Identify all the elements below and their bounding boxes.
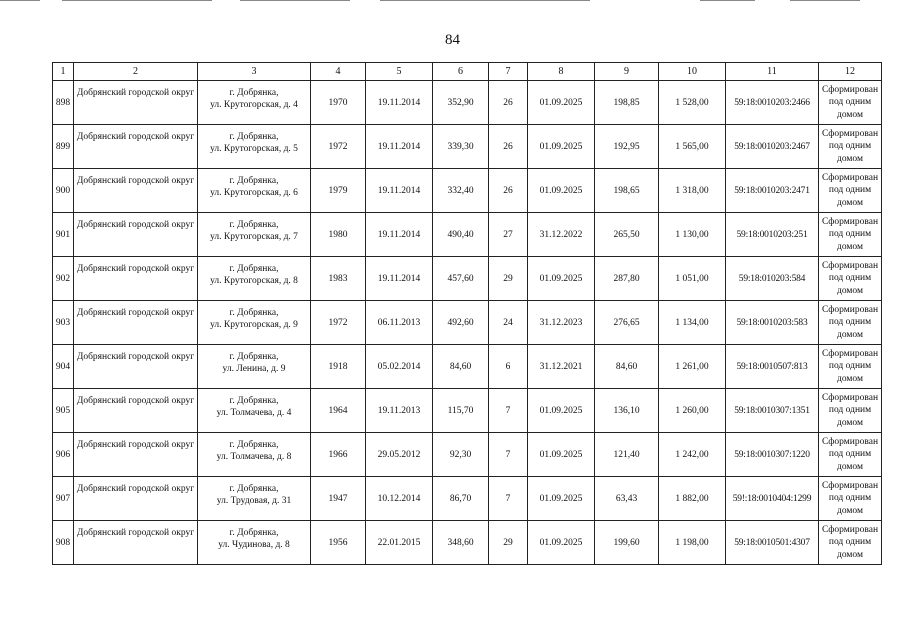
count-cell: 29 bbox=[489, 257, 528, 301]
address-street: ул. Ленина, д. 9 bbox=[222, 364, 286, 374]
address-street: ул. Трудовая, д. 31 bbox=[216, 496, 292, 506]
row-number-cell: 908 bbox=[53, 521, 74, 565]
row-number-cell: 900 bbox=[53, 169, 74, 213]
municipality-cell: Добрянский городской округ bbox=[74, 257, 198, 301]
address-city: г. Добрянка, bbox=[229, 88, 279, 98]
table-row bbox=[53, 301, 882, 345]
address-cell bbox=[198, 169, 311, 213]
header-row bbox=[53, 63, 882, 81]
row-number-cell: 902 bbox=[53, 257, 74, 301]
address-cell bbox=[198, 81, 311, 125]
count-cell: 6 bbox=[489, 345, 528, 389]
build-year-cell: 1918 bbox=[311, 345, 366, 389]
amount-cell: 1 051,00 bbox=[659, 257, 726, 301]
area-cell: 490,40 bbox=[433, 213, 489, 257]
status-cell: Сформирован под одним домом bbox=[819, 81, 882, 125]
address-city: г. Добрянка, bbox=[229, 396, 279, 406]
area-cell: 492,60 bbox=[433, 301, 489, 345]
column-header: 1 bbox=[53, 63, 74, 81]
address-cell bbox=[198, 477, 311, 521]
scan-top-edge bbox=[0, 0, 905, 3]
column-header: 6 bbox=[433, 63, 489, 81]
column-header: 3 bbox=[198, 63, 311, 81]
amount-cell: 1 242,00 bbox=[659, 433, 726, 477]
table-body bbox=[53, 81, 882, 565]
value-cell: 84,60 bbox=[595, 345, 659, 389]
address-street: ул. Толмачева, д. 4 bbox=[216, 408, 292, 418]
address-street: ул. Крутогорская, д. 7 bbox=[210, 232, 298, 242]
date-cell: 19.11.2014 bbox=[366, 213, 433, 257]
table-row bbox=[53, 169, 882, 213]
count-cell: 26 bbox=[489, 81, 528, 125]
count-cell: 7 bbox=[489, 389, 528, 433]
row-number-cell: 903 bbox=[53, 301, 74, 345]
build-year-cell: 1979 bbox=[311, 169, 366, 213]
table-row bbox=[53, 257, 882, 301]
area-cell: 339,30 bbox=[433, 125, 489, 169]
deadline-cell: 01.09.2025 bbox=[528, 477, 595, 521]
column-header: 12 bbox=[819, 63, 882, 81]
build-year-cell: 1970 bbox=[311, 81, 366, 125]
municipality-cell: Добрянский городской округ bbox=[74, 81, 198, 125]
column-header: 2 bbox=[74, 63, 198, 81]
count-cell: 26 bbox=[489, 125, 528, 169]
date-cell: 19.11.2013 bbox=[366, 389, 433, 433]
address-city: г. Добрянка, bbox=[229, 132, 279, 142]
municipality-cell: Добрянский городской округ bbox=[74, 521, 198, 565]
build-year-cell: 1947 bbox=[311, 477, 366, 521]
value-cell: 265,50 bbox=[595, 213, 659, 257]
status-cell: Сформирован под одним домом bbox=[819, 521, 882, 565]
deadline-cell: 01.09.2025 bbox=[528, 125, 595, 169]
date-cell: 22.01.2015 bbox=[366, 521, 433, 565]
amount-cell: 1 565,00 bbox=[659, 125, 726, 169]
cadastral-number-cell: 59:18:010203:584 bbox=[726, 257, 819, 301]
amount-cell: 1 134,00 bbox=[659, 301, 726, 345]
status-cell: Сформирован под одним домом bbox=[819, 213, 882, 257]
row-number-cell: 899 bbox=[53, 125, 74, 169]
date-cell: 05.02.2014 bbox=[366, 345, 433, 389]
value-cell: 121,40 bbox=[595, 433, 659, 477]
cadastral-number-cell: 59:18:0010203:2466 bbox=[726, 81, 819, 125]
row-number-cell: 898 bbox=[53, 81, 74, 125]
deadline-cell: 31.12.2022 bbox=[528, 213, 595, 257]
area-cell: 352,90 bbox=[433, 81, 489, 125]
municipality-cell: Добрянский городской округ bbox=[74, 301, 198, 345]
address-street: ул. Крутогорская, д. 6 bbox=[210, 188, 298, 198]
value-cell: 198,65 bbox=[595, 169, 659, 213]
area-cell: 332,40 bbox=[433, 169, 489, 213]
cadastral-number-cell: 59:18:0010203:251 bbox=[726, 213, 819, 257]
amount-cell: 1 261,00 bbox=[659, 345, 726, 389]
address-city: г. Добрянка, bbox=[229, 484, 279, 494]
table-row bbox=[53, 389, 882, 433]
date-cell: 19.11.2014 bbox=[366, 169, 433, 213]
address-street: ул. Крутогорская, д. 5 bbox=[210, 144, 298, 154]
amount-cell: 1 260,00 bbox=[659, 389, 726, 433]
municipality-cell: Добрянский городской округ bbox=[74, 345, 198, 389]
cadastral-number-cell: 59:18:0010307:1351 bbox=[726, 389, 819, 433]
cadastral-number-cell: 59!:18:0010404:1299 bbox=[726, 477, 819, 521]
address-cell bbox=[198, 125, 311, 169]
status-cell: Сформирован под одним домом bbox=[819, 169, 882, 213]
address-city: г. Добрянка, bbox=[229, 220, 279, 230]
count-cell: 26 bbox=[489, 169, 528, 213]
table-row bbox=[53, 521, 882, 565]
municipality-cell: Добрянский городской округ bbox=[74, 169, 198, 213]
address-street: ул. Крутогорская, д. 9 bbox=[210, 320, 298, 330]
count-cell: 29 bbox=[489, 521, 528, 565]
count-cell: 7 bbox=[489, 433, 528, 477]
deadline-cell: 01.09.2025 bbox=[528, 169, 595, 213]
build-year-cell: 1956 bbox=[311, 521, 366, 565]
row-number-cell: 904 bbox=[53, 345, 74, 389]
amount-cell: 1 318,00 bbox=[659, 169, 726, 213]
municipality-cell: Добрянский городской округ bbox=[74, 477, 198, 521]
address-city: г. Добрянка, bbox=[229, 528, 279, 538]
address-street: ул. Крутогорская, д. 4 bbox=[210, 100, 298, 110]
deadline-cell: 01.09.2025 bbox=[528, 257, 595, 301]
status-cell: Сформирован под одним домом bbox=[819, 257, 882, 301]
municipality-cell: Добрянский городской округ bbox=[74, 213, 198, 257]
deadline-cell: 31.12.2021 bbox=[528, 345, 595, 389]
row-number-cell: 905 bbox=[53, 389, 74, 433]
address-city: г. Добрянка, bbox=[229, 308, 279, 318]
cadastral-number-cell: 59:18:0010507:813 bbox=[726, 345, 819, 389]
area-cell: 86,70 bbox=[433, 477, 489, 521]
address-city: г. Добрянка, bbox=[229, 176, 279, 186]
cadastral-number-cell: 59:18:0010307:1220 bbox=[726, 433, 819, 477]
deadline-cell: 01.09.2025 bbox=[528, 433, 595, 477]
status-cell: Сформирован под одним домом bbox=[819, 301, 882, 345]
address-street: ул. Толмачева, д. 8 bbox=[216, 452, 292, 462]
table-row bbox=[53, 213, 882, 257]
date-cell: 06.11.2013 bbox=[366, 301, 433, 345]
address-city: г. Добрянка, bbox=[229, 264, 279, 274]
cadastral-number-cell: 59:18:0010203:2467 bbox=[726, 125, 819, 169]
column-header: 10 bbox=[659, 63, 726, 81]
amount-cell: 1 130,00 bbox=[659, 213, 726, 257]
row-number-cell: 901 bbox=[53, 213, 74, 257]
page-number: 84 bbox=[445, 32, 460, 48]
table-row bbox=[53, 345, 882, 389]
address-city: г. Добрянка, bbox=[229, 440, 279, 450]
address-city: г. Добрянка, bbox=[229, 352, 279, 362]
deadline-cell: 01.09.2025 bbox=[528, 389, 595, 433]
build-year-cell: 1966 bbox=[311, 433, 366, 477]
address-cell bbox=[198, 521, 311, 565]
amount-cell: 1 528,00 bbox=[659, 81, 726, 125]
value-cell: 192,95 bbox=[595, 125, 659, 169]
column-header: 5 bbox=[366, 63, 433, 81]
deadline-cell: 31.12.2023 bbox=[528, 301, 595, 345]
amount-cell: 1 882,00 bbox=[659, 477, 726, 521]
value-cell: 276,65 bbox=[595, 301, 659, 345]
cadastral-number-cell: 59:18:0010203:2471 bbox=[726, 169, 819, 213]
date-cell: 19.11.2014 bbox=[366, 81, 433, 125]
address-street: ул. Чудинова, д. 8 bbox=[218, 540, 290, 550]
build-year-cell: 1983 bbox=[311, 257, 366, 301]
column-header: 7 bbox=[489, 63, 528, 81]
area-cell: 92,30 bbox=[433, 433, 489, 477]
municipality-cell: Добрянский городской округ bbox=[74, 433, 198, 477]
column-header: 8 bbox=[528, 63, 595, 81]
date-cell: 19.11.2014 bbox=[366, 125, 433, 169]
area-cell: 348,60 bbox=[433, 521, 489, 565]
build-year-cell: 1972 bbox=[311, 301, 366, 345]
build-year-cell: 1964 bbox=[311, 389, 366, 433]
address-cell bbox=[198, 257, 311, 301]
address-cell bbox=[198, 345, 311, 389]
status-cell: Сформирован под одним домом bbox=[819, 125, 882, 169]
status-cell: Сформирован под одним домом bbox=[819, 433, 882, 477]
value-cell: 63,43 bbox=[595, 477, 659, 521]
status-cell: Сформирован под одним домом bbox=[819, 477, 882, 521]
municipality-cell: Добрянский городской округ bbox=[74, 389, 198, 433]
row-number-cell: 907 bbox=[53, 477, 74, 521]
area-cell: 84,60 bbox=[433, 345, 489, 389]
value-cell: 287,80 bbox=[595, 257, 659, 301]
address-cell bbox=[198, 389, 311, 433]
count-cell: 27 bbox=[489, 213, 528, 257]
address-cell bbox=[198, 433, 311, 477]
value-cell: 136,10 bbox=[595, 389, 659, 433]
count-cell: 24 bbox=[489, 301, 528, 345]
municipality-cell: Добрянский городской округ bbox=[74, 125, 198, 169]
table-row bbox=[53, 477, 882, 521]
address-cell bbox=[198, 301, 311, 345]
date-cell: 19.11.2014 bbox=[366, 257, 433, 301]
status-cell: Сформирован под одним домом bbox=[819, 345, 882, 389]
date-cell: 10.12.2014 bbox=[366, 477, 433, 521]
table-row bbox=[53, 81, 882, 125]
build-year-cell: 1972 bbox=[311, 125, 366, 169]
area-cell: 115,70 bbox=[433, 389, 489, 433]
table-row bbox=[53, 433, 882, 477]
value-cell: 198,85 bbox=[595, 81, 659, 125]
row-number-cell: 906 bbox=[53, 433, 74, 477]
column-header: 4 bbox=[311, 63, 366, 81]
table-row bbox=[53, 125, 882, 169]
cadastral-number-cell: 59:18:0010501:4307 bbox=[726, 521, 819, 565]
address-cell bbox=[198, 213, 311, 257]
build-year-cell: 1980 bbox=[311, 213, 366, 257]
deadline-cell: 01.09.2025 bbox=[528, 81, 595, 125]
date-cell: 29.05.2012 bbox=[366, 433, 433, 477]
deadline-cell: 01.09.2025 bbox=[528, 521, 595, 565]
status-cell: Сформирован под одним домом bbox=[819, 389, 882, 433]
column-header: 9 bbox=[595, 63, 659, 81]
amount-cell: 1 198,00 bbox=[659, 521, 726, 565]
column-header: 11 bbox=[726, 63, 819, 81]
value-cell: 199,60 bbox=[595, 521, 659, 565]
area-cell: 457,60 bbox=[433, 257, 489, 301]
count-cell: 7 bbox=[489, 477, 528, 521]
housing-table bbox=[52, 62, 882, 565]
address-street: ул. Крутогорская, д. 8 bbox=[210, 276, 298, 286]
cadastral-number-cell: 59:18:0010203:583 bbox=[726, 301, 819, 345]
